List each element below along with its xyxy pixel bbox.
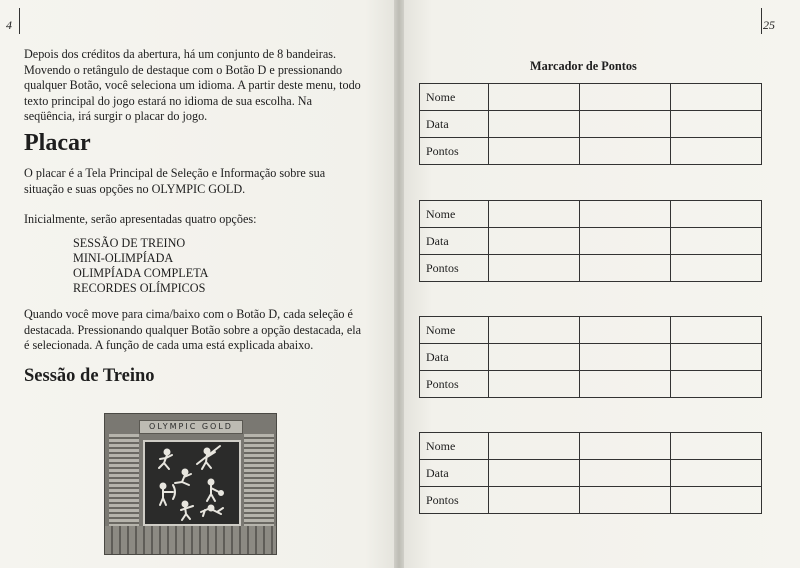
- stadium-floor: [105, 526, 277, 555]
- score-cell[interactable]: [580, 201, 671, 228]
- selection-paragraph: Quando você move para cima/baixo com o Botão D, cada seleção é destacada. Pressionando qualquer Botão sobre a opção destacada, ela é selecionada. A função de cada uma está explicada abaixo.: [24, 307, 362, 353]
- score-cell[interactable]: [489, 255, 580, 282]
- score-cell[interactable]: [671, 111, 762, 138]
- score-cell[interactable]: [489, 228, 580, 255]
- score-cell[interactable]: [580, 255, 671, 282]
- score-cell[interactable]: [489, 460, 580, 487]
- game-banner: OLYMPIC GOLD: [139, 420, 243, 434]
- score-label-data: Data: [420, 111, 489, 138]
- score-label-pontos: Pontos: [420, 487, 489, 514]
- heading-placar: Placar: [24, 130, 91, 156]
- options-intro: Inicialmente, serão apresentadas quatro opções:: [24, 212, 257, 226]
- score-cell[interactable]: [671, 138, 762, 165]
- score-cell[interactable]: [580, 487, 671, 514]
- archer-icon: [160, 484, 175, 506]
- score-label-data: Data: [420, 228, 489, 255]
- score-cell[interactable]: [671, 255, 762, 282]
- score-cell[interactable]: [489, 111, 580, 138]
- score-cell[interactable]: [489, 201, 580, 228]
- placar-paragraph: O placar é a Tela Principal de Seleção e Informação sobre sua situação e suas opções no OLYMPIC GOLD.: [24, 166, 326, 196]
- hammer-throw-icon: [207, 480, 223, 502]
- option-olimpiada-completa: OLIMPÍADA COMPLETA: [73, 266, 209, 280]
- javelin-icon: [197, 446, 220, 469]
- score-row-nome: [420, 433, 762, 460]
- option-recordes-olimpicos: RECORDES OLÍMPICOS: [73, 281, 206, 295]
- score-row-nome: [420, 84, 762, 111]
- page-number-right: 25: [763, 18, 775, 32]
- score-cell[interactable]: [671, 317, 762, 344]
- score-row-pontos: [420, 138, 762, 165]
- page-rule-right: [761, 8, 762, 34]
- page-number-left: 4: [6, 18, 12, 32]
- options-list: [73, 236, 208, 296]
- score-cell[interactable]: [580, 111, 671, 138]
- score-cell[interactable]: [671, 84, 762, 111]
- score-row-nome: [420, 317, 762, 344]
- score-table: [419, 83, 762, 165]
- score-row-pontos: [420, 255, 762, 282]
- score-cell[interactable]: [580, 344, 671, 371]
- score-marker-title: Marcador de Pontos: [530, 59, 637, 73]
- hurdles-icon: [175, 470, 191, 486]
- score-cell[interactable]: [489, 487, 580, 514]
- score-cell[interactable]: [580, 138, 671, 165]
- score-label-pontos: Pontos: [420, 371, 489, 398]
- pole-vault-icon: [181, 502, 193, 521]
- score-cell[interactable]: [580, 228, 671, 255]
- score-cell[interactable]: [489, 317, 580, 344]
- score-cell[interactable]: [671, 371, 762, 398]
- score-table: [419, 200, 762, 282]
- score-cell[interactable]: [489, 138, 580, 165]
- score-cell[interactable]: [671, 228, 762, 255]
- score-row-pontos: [420, 371, 762, 398]
- score-table: [419, 316, 762, 398]
- stadium-stand-left: [109, 434, 139, 526]
- stadium-stand-right: [244, 434, 274, 526]
- score-label-pontos: Pontos: [420, 138, 489, 165]
- score-row-nome: [420, 201, 762, 228]
- score-row-data: [420, 228, 762, 255]
- score-cell[interactable]: [671, 201, 762, 228]
- game-screenshot: [104, 413, 277, 555]
- sports-icons-graphic: [145, 442, 239, 524]
- score-table: [419, 432, 762, 514]
- score-row-data: [420, 111, 762, 138]
- score-row-pontos: [420, 487, 762, 514]
- score-cell[interactable]: [671, 460, 762, 487]
- intro-paragraph: Depois dos créditos da abertura, há um conjunto de 8 bandeiras. Movendo o retângulo de destaque com o Botão D e pressionando qualquer Botão, você seleciona um idioma. A partir deste menu, todo texto principal do jogo estará no idioma de sua escolha. Na seqüência, irá surgir o placar do jogo.: [24, 47, 361, 124]
- sprinter-icon: [159, 450, 172, 470]
- score-cell[interactable]: [489, 371, 580, 398]
- score-row-data: [420, 344, 762, 371]
- score-label-nome: Nome: [420, 433, 489, 460]
- score-label-pontos: Pontos: [420, 255, 489, 282]
- score-cell[interactable]: [489, 84, 580, 111]
- score-label-nome: Nome: [420, 201, 489, 228]
- score-cell[interactable]: [671, 433, 762, 460]
- score-cell[interactable]: [671, 487, 762, 514]
- book-spine: [394, 0, 404, 568]
- diver-icon: [201, 506, 223, 517]
- score-cell[interactable]: [671, 344, 762, 371]
- score-cell[interactable]: [580, 460, 671, 487]
- score-label-nome: Nome: [420, 317, 489, 344]
- score-cell[interactable]: [580, 433, 671, 460]
- score-cell[interactable]: [580, 317, 671, 344]
- sports-icons-panel: [143, 440, 241, 526]
- heading-sessao-de-treino: Sessão de Treino: [24, 366, 155, 386]
- score-cell[interactable]: [489, 344, 580, 371]
- score-cell[interactable]: [580, 84, 671, 111]
- option-sessao-de-treino: SESSÃO DE TREINO: [73, 236, 186, 250]
- score-label-data: Data: [420, 344, 489, 371]
- score-cell[interactable]: [489, 433, 580, 460]
- option-mini-olimpiada: MINI-OLIMPÍADA: [73, 251, 174, 265]
- score-cell[interactable]: [580, 371, 671, 398]
- score-label-data: Data: [420, 460, 489, 487]
- score-label-nome: Nome: [420, 84, 489, 111]
- score-row-data: [420, 460, 762, 487]
- page-rule-left: [19, 8, 20, 34]
